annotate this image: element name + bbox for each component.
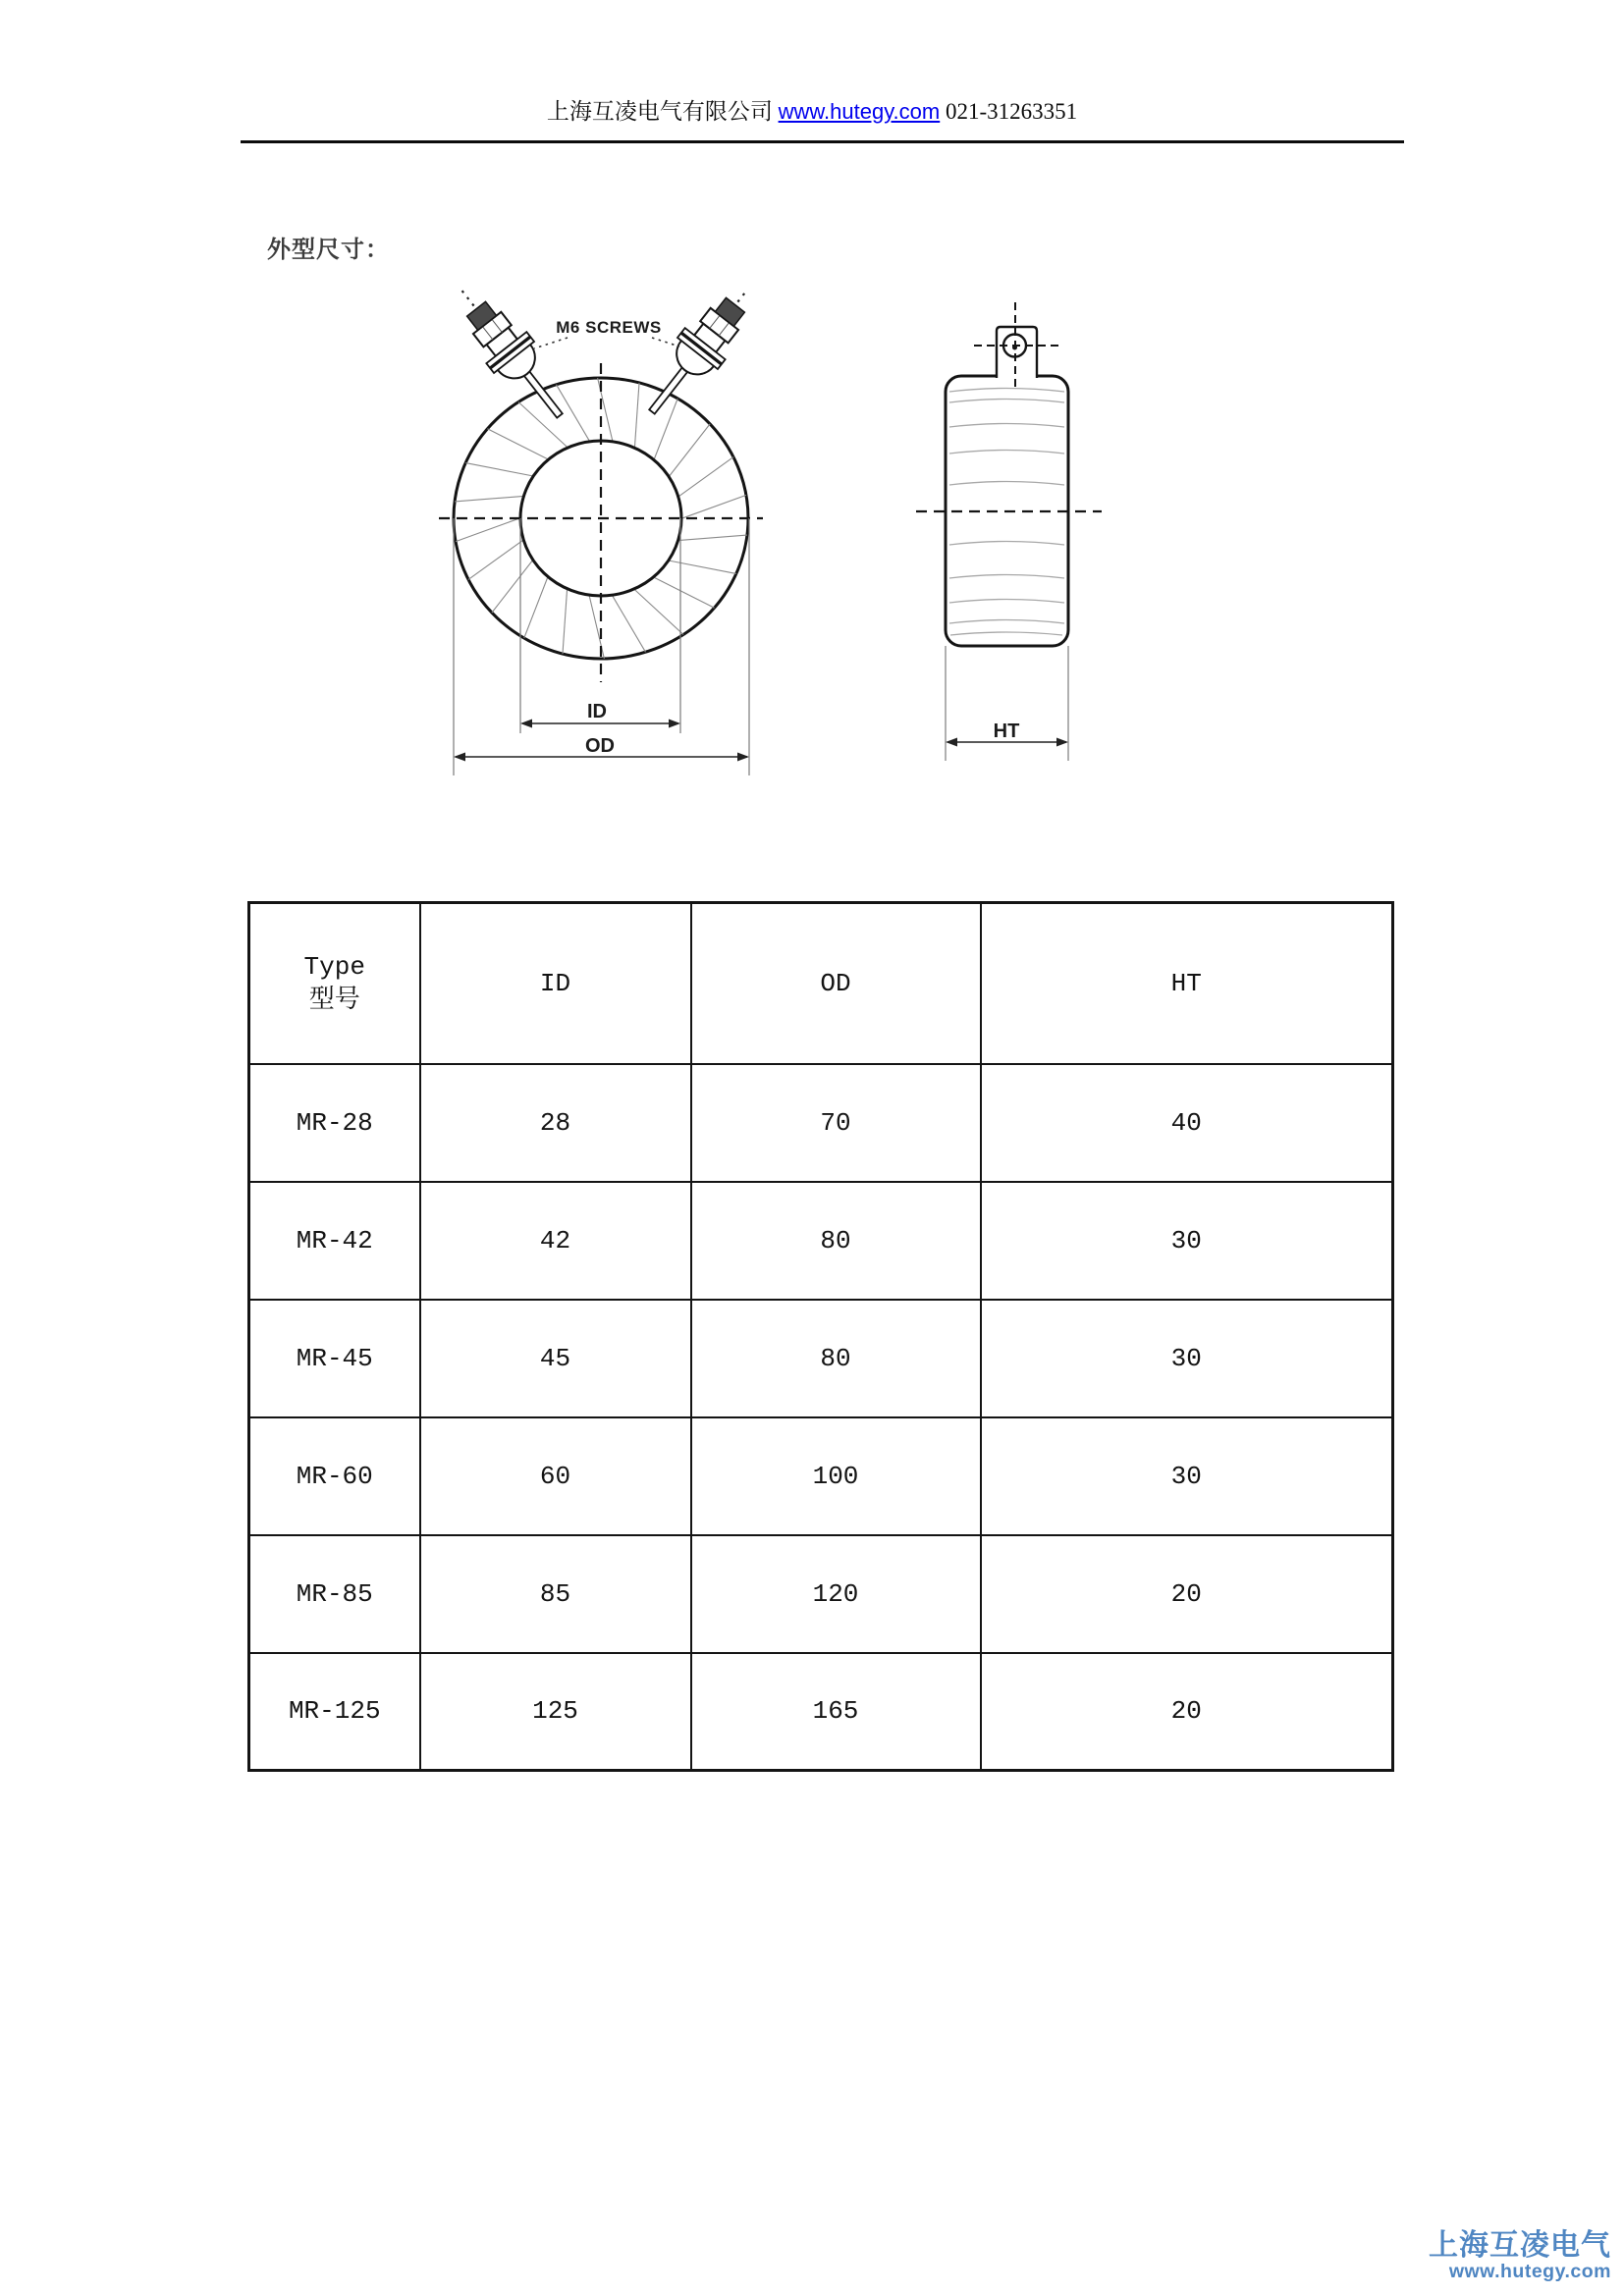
cell-od: 80: [691, 1182, 981, 1300]
cell-od: 100: [691, 1417, 981, 1535]
od-dimension-label: OD: [585, 735, 615, 757]
watermark-url: www.hutegy.com: [1448, 2260, 1611, 2282]
brand-watermark: [1429, 2230, 1611, 2281]
table-header-row: [249, 903, 1393, 1064]
table-row: [249, 1535, 1393, 1653]
cell-ht: 20: [981, 1535, 1393, 1653]
cell-id: 85: [420, 1535, 691, 1653]
header-link[interactable]: www.hutegy.com: [778, 99, 941, 124]
m6-leader-left: [534, 338, 568, 348]
watermark-brand: 上海互凌电气: [1429, 2229, 1611, 2262]
section-label: 外型尺寸：: [267, 237, 390, 263]
cell-type: MR-125: [249, 1653, 420, 1771]
cell-type: MR-28: [249, 1064, 420, 1182]
dimensions-table: [247, 901, 1394, 1772]
cell-type: MR-60: [249, 1417, 420, 1535]
cell-id: 42: [420, 1182, 691, 1300]
m6-screws-label: M6 SCREWS: [556, 318, 662, 337]
cell-id: 45: [420, 1300, 691, 1417]
cell-od: 80: [691, 1300, 981, 1417]
table-row: [249, 1653, 1393, 1771]
cell-type: MR-42: [249, 1182, 420, 1300]
dimension-diagram: [412, 290, 1198, 780]
screw-left: [416, 290, 580, 431]
table-row: [249, 1064, 1393, 1182]
ht-dimension-label: HT: [993, 721, 1020, 742]
screw-right: [631, 290, 795, 427]
cell-type: MR-45: [249, 1300, 420, 1417]
m6-leader-right: [652, 338, 679, 347]
header-divider: [241, 140, 1404, 143]
cell-ht: 40: [981, 1064, 1393, 1182]
cell-id: 125: [420, 1653, 691, 1771]
ht-dimension: [946, 646, 1068, 761]
screw-left-axis-dots: [436, 290, 473, 306]
table-row: [249, 1300, 1393, 1417]
side-view: [916, 302, 1102, 646]
front-view: [439, 363, 763, 682]
header-cell-id: ID: [420, 903, 691, 1064]
header-phone: 021-31263351: [945, 99, 1078, 124]
cell-ht: 20: [981, 1653, 1393, 1771]
cell-ht: 30: [981, 1182, 1393, 1300]
table-row: [249, 1182, 1393, 1300]
header-cell-ht: HT: [981, 903, 1393, 1064]
cell-ht: 30: [981, 1300, 1393, 1417]
page-header: [0, 97, 1624, 127]
cell-type: MR-85: [249, 1535, 420, 1653]
header-cell-od: OD: [691, 903, 981, 1064]
id-dimension-label: ID: [587, 701, 607, 722]
cell-od: 165: [691, 1653, 981, 1771]
screw-right-axis-dots: [737, 290, 775, 302]
cell-ht: 30: [981, 1417, 1393, 1535]
cell-id: 60: [420, 1417, 691, 1535]
header-company: 上海互凌电气有限公司: [546, 99, 773, 124]
cell-od: 120: [691, 1535, 981, 1653]
table-row: [249, 1417, 1393, 1535]
cell-id: 28: [420, 1064, 691, 1182]
cell-od: 70: [691, 1064, 981, 1182]
header-cell-type: Type 型号: [249, 903, 420, 1064]
